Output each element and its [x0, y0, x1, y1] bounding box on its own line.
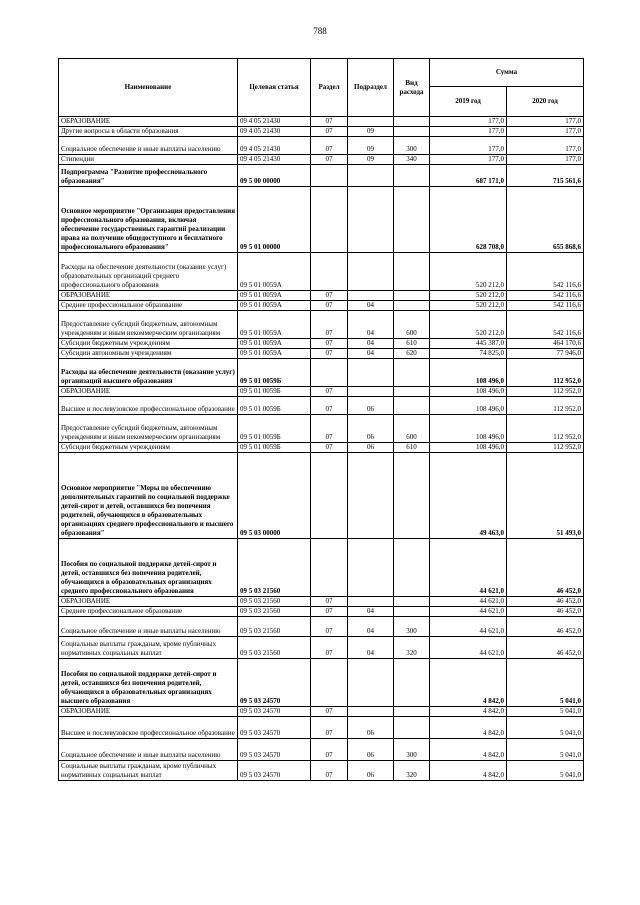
cell-2020: 5 041,0	[507, 739, 584, 761]
cell-2020: 5 041,0	[507, 707, 584, 717]
cell-2019: 108 496,0	[430, 359, 507, 387]
cell-subsection: 04	[348, 637, 394, 659]
cell-2020: 46 452,0	[507, 607, 584, 617]
cell-2020: 46 452,0	[507, 539, 584, 597]
table-row	[59, 127, 584, 137]
cell-subsection: 06	[348, 739, 394, 761]
cell-name: Другие вопросы в области образования	[59, 127, 238, 137]
cell-2020: 715 561,6	[507, 165, 584, 187]
cell-subsection	[348, 253, 394, 291]
cell-2019: 628 708,0	[430, 187, 507, 253]
table-row	[59, 707, 584, 717]
cell-name: Высшее и послевузовское профессиональное образование	[59, 397, 238, 415]
cell-name: Пособия по социальной поддержке детей-сирот и детей, оставшихся без попечения родителей, обучающихся в образовательных организациях высшего образования	[59, 659, 238, 707]
cell-name: Субсидии автономным учреждениям	[59, 349, 238, 359]
cell-name: Высшее и послевузовское профессиональное образование	[59, 717, 238, 739]
cell-target: 09 5 03 21560	[238, 607, 311, 617]
cell-target: 09 5 01 0059А	[238, 311, 311, 339]
cell-expense-type	[394, 397, 430, 415]
table-row	[59, 291, 584, 301]
cell-subsection: 04	[348, 349, 394, 359]
cell-subsection: 06	[348, 397, 394, 415]
cell-2020: 112 952,0	[507, 397, 584, 415]
cell-target: 09 5 03 24570	[238, 739, 311, 761]
cell-name: Среднее профессиональное образование	[59, 301, 238, 311]
cell-subsection	[348, 707, 394, 717]
cell-target: 09 5 01 0059Б	[238, 359, 311, 387]
cell-2019: 177,0	[430, 155, 507, 165]
cell-subsection	[348, 359, 394, 387]
cell-2020: 177,0	[507, 127, 584, 137]
cell-section: 07	[311, 291, 348, 301]
cell-2019: 44 621,0	[430, 617, 507, 637]
cell-name: Субсидии бюджетным учреждениям	[59, 443, 238, 453]
cell-name: Среднее профессиональное образование	[59, 607, 238, 617]
cell-2019: 4 842,0	[430, 659, 507, 707]
cell-2020: 5 041,0	[507, 659, 584, 707]
cell-2019: 4 842,0	[430, 761, 507, 781]
cell-section: 07	[311, 443, 348, 453]
cell-target: 09 5 00 00000	[238, 165, 311, 187]
cell-target: 09 5 03 24570	[238, 761, 311, 781]
cell-2019: 44 621,0	[430, 539, 507, 597]
cell-2019: 520 212,0	[430, 253, 507, 291]
cell-2020: 542 116,6	[507, 291, 584, 301]
cell-2020: 177,0	[507, 155, 584, 165]
cell-name: ОБРАЗОВАНИЕ	[59, 387, 238, 397]
cell-target: 09 5 01 0059Б	[238, 443, 311, 453]
cell-2020: 112 952,0	[507, 359, 584, 387]
cell-expense-type: 320	[394, 761, 430, 781]
cell-target: 09 5 03 24570	[238, 707, 311, 717]
cell-target: 09 5 01 0059Б	[238, 415, 311, 443]
cell-expense-type	[394, 607, 430, 617]
cell-expense-type: 300	[394, 617, 430, 637]
header-subsection: Подраздел	[348, 59, 394, 117]
cell-target: 09 5 01 0059Б	[238, 387, 311, 397]
cell-section: 07	[311, 301, 348, 311]
cell-expense-type: 610	[394, 339, 430, 349]
cell-2019: 4 842,0	[430, 739, 507, 761]
cell-target: 09 4 05 21430	[238, 117, 311, 127]
cell-2019: 520 212,0	[430, 311, 507, 339]
cell-section: 07	[311, 637, 348, 659]
header-2019: 2019 год	[430, 87, 507, 117]
cell-target: 09 5 01 0059А	[238, 349, 311, 359]
cell-name: ОБРАЗОВАНИЕ	[59, 117, 238, 127]
cell-expense-type: 600	[394, 311, 430, 339]
table-row	[59, 607, 584, 617]
header-section: Раздел	[311, 59, 348, 117]
cell-target: 09 5 03 21560	[238, 637, 311, 659]
cell-name: Основное мероприятие "Организация предоставления профессионального образования, включая обеспечение государственных гарантий реализации права на получение общедоступного и бесплатного профессионального образования"	[59, 187, 238, 253]
cell-expense-type	[394, 387, 430, 397]
cell-subsection: 04	[348, 339, 394, 349]
cell-subsection: 04	[348, 301, 394, 311]
cell-2019: 520 212,0	[430, 291, 507, 301]
cell-subsection: 04	[348, 617, 394, 637]
cell-section: 07	[311, 717, 348, 739]
cell-name: Предоставление субсидий бюджетным, автономным учреждениям и иным некоммерческим организациям	[59, 415, 238, 443]
cell-name: Расходы на обеспечение деятельности (оказание услуг) образовательных организаций среднего профессионального образования	[59, 253, 238, 291]
cell-target: 09 5 03 24570	[238, 717, 311, 739]
cell-subsection: 06	[348, 443, 394, 453]
cell-2019: 177,0	[430, 137, 507, 155]
cell-expense-type	[394, 659, 430, 707]
table-row	[59, 659, 584, 707]
cell-section	[311, 659, 348, 707]
table-row	[59, 761, 584, 781]
cell-section: 07	[311, 349, 348, 359]
cell-2019: 687 171,0	[430, 165, 507, 187]
cell-section: 07	[311, 617, 348, 637]
cell-subsection: 04	[348, 607, 394, 617]
cell-section	[311, 539, 348, 597]
table-row	[59, 117, 584, 127]
cell-2019: 44 621,0	[430, 637, 507, 659]
table-row	[59, 415, 584, 443]
cell-expense-type	[394, 597, 430, 607]
cell-section: 07	[311, 761, 348, 781]
cell-subsection	[348, 387, 394, 397]
cell-2019: 4 842,0	[430, 717, 507, 739]
header-target: Целевая статья	[238, 59, 311, 117]
cell-subsection	[348, 453, 394, 539]
cell-2019: 44 621,0	[430, 607, 507, 617]
cell-subsection: 09	[348, 155, 394, 165]
table-row	[59, 349, 584, 359]
table-row	[59, 155, 584, 165]
cell-target: 09 5 03 24570	[238, 659, 311, 707]
table-row	[59, 359, 584, 387]
cell-section: 07	[311, 597, 348, 607]
cell-subsection: 06	[348, 761, 394, 781]
table-row	[59, 311, 584, 339]
cell-subsection	[348, 291, 394, 301]
cell-expense-type	[394, 253, 430, 291]
cell-name: Пособия по социальной поддержке детей-сирот и детей, оставшихся без попечения родителей, обучающихся в образовательных организациях среднего профессионального образования	[59, 539, 238, 597]
cell-name: Основное мероприятие "Меры по обеспечению дополнительных гарантий по социальной поддержке детей-сирот и детей, оставшихся без попечения родителей, обучающихся в образовательных организациях среднего профессионального и высшего образования"	[59, 453, 238, 539]
cell-2020: 5 041,0	[507, 761, 584, 781]
cell-2020: 46 452,0	[507, 617, 584, 637]
cell-expense-type	[394, 291, 430, 301]
cell-target: 09 4 05 21430	[238, 137, 311, 155]
table-row	[59, 137, 584, 155]
cell-subsection	[348, 117, 394, 127]
cell-section	[311, 165, 348, 187]
header-name: Наименование	[59, 59, 238, 117]
cell-name: ОБРАЗОВАНИЕ	[59, 291, 238, 301]
cell-subsection	[348, 165, 394, 187]
cell-2019: 177,0	[430, 127, 507, 137]
cell-expense-type	[394, 301, 430, 311]
cell-section: 07	[311, 117, 348, 127]
cell-section	[311, 453, 348, 539]
cell-subsection: 09	[348, 127, 394, 137]
cell-target: 09 5 01 0059А	[238, 253, 311, 291]
cell-subsection	[348, 187, 394, 253]
cell-expense-type: 340	[394, 155, 430, 165]
cell-section: 07	[311, 607, 348, 617]
cell-name: ОБРАЗОВАНИЕ	[59, 707, 238, 717]
cell-2020: 51 493,0	[507, 453, 584, 539]
cell-target: 09 5 03 21560	[238, 617, 311, 637]
cell-2019: 445 387,0	[430, 339, 507, 349]
cell-name: Социальные выплаты гражданам, кроме публичных нормативных социальных выплат	[59, 637, 238, 659]
table-row	[59, 443, 584, 453]
table-header	[59, 59, 584, 117]
cell-subsection: 04	[348, 311, 394, 339]
cell-subsection	[348, 597, 394, 607]
budget-table	[58, 58, 584, 781]
cell-name: Расходы на обеспечение деятельности (оказание услуг) организаций высшего образования	[59, 359, 238, 387]
cell-expense-type: 300	[394, 137, 430, 155]
cell-name: Социальное обеспечение и иные выплаты населению	[59, 137, 238, 155]
table-row	[59, 387, 584, 397]
cell-expense-type	[394, 187, 430, 253]
table-row	[59, 597, 584, 607]
cell-target: 09 5 01 0059А	[238, 339, 311, 349]
cell-2019: 108 496,0	[430, 397, 507, 415]
cell-section: 07	[311, 155, 348, 165]
cell-2020: 177,0	[507, 117, 584, 127]
cell-2019: 74 825,0	[430, 349, 507, 359]
table-row	[59, 253, 584, 291]
cell-section: 07	[311, 127, 348, 137]
cell-name: Социальное обеспечение и иные выплаты населению	[59, 617, 238, 637]
cell-2019: 108 496,0	[430, 443, 507, 453]
cell-2019: 108 496,0	[430, 387, 507, 397]
cell-2019: 49 463,0	[430, 453, 507, 539]
header-expense-type: Вид расхода	[394, 59, 430, 117]
cell-expense-type: 610	[394, 443, 430, 453]
cell-subsection	[348, 659, 394, 707]
cell-expense-type: 320	[394, 637, 430, 659]
cell-2019: 108 496,0	[430, 415, 507, 443]
table-row	[59, 187, 584, 253]
cell-section: 07	[311, 137, 348, 155]
cell-name: Стипендии	[59, 155, 238, 165]
cell-target: 09 5 01 0059А	[238, 291, 311, 301]
cell-section	[311, 253, 348, 291]
cell-subsection: 06	[348, 415, 394, 443]
cell-section: 07	[311, 707, 348, 717]
table-row	[59, 397, 584, 415]
page-number: 788	[313, 26, 327, 36]
cell-2020: 177,0	[507, 137, 584, 155]
cell-expense-type: 600	[394, 415, 430, 443]
cell-2020: 464 170,6	[507, 339, 584, 349]
cell-2020: 5 041,0	[507, 717, 584, 739]
cell-2020: 112 952,0	[507, 387, 584, 397]
cell-section: 07	[311, 311, 348, 339]
cell-target: 09 4 05 21430	[238, 127, 311, 137]
cell-2019: 520 212,0	[430, 301, 507, 311]
cell-expense-type: 300	[394, 739, 430, 761]
cell-target: 09 5 03 21560	[238, 539, 311, 597]
cell-name: ОБРАЗОВАНИЕ	[59, 597, 238, 607]
cell-2020: 77 946,0	[507, 349, 584, 359]
cell-expense-type	[394, 127, 430, 137]
table-row	[59, 739, 584, 761]
table-row	[59, 339, 584, 349]
cell-expense-type	[394, 707, 430, 717]
cell-target: 09 5 01 0059А	[238, 301, 311, 311]
cell-target: 09 5 01 0059Б	[238, 397, 311, 415]
cell-name: Субсидии бюджетным учреждениям	[59, 339, 238, 349]
cell-section	[311, 187, 348, 253]
cell-expense-type	[394, 359, 430, 387]
header-2020: 2020 год	[507, 87, 584, 117]
cell-name: Предоставление субсидий бюджетным, автономным учреждениям и иным некоммерческим организациям	[59, 311, 238, 339]
cell-2020: 46 452,0	[507, 637, 584, 659]
cell-target: 09 4 05 21430	[238, 155, 311, 165]
table-row	[59, 617, 584, 637]
table-row	[59, 637, 584, 659]
cell-expense-type: 620	[394, 349, 430, 359]
cell-2020: 542 116,6	[507, 311, 584, 339]
header-sum: Сумма	[430, 59, 584, 87]
table-row	[59, 717, 584, 739]
cell-target: 09 5 03 21560	[238, 597, 311, 607]
cell-name: Социальные выплаты гражданам, кроме публичных нормативных социальных выплат	[59, 761, 238, 781]
table-row	[59, 301, 584, 311]
cell-expense-type	[394, 539, 430, 597]
cell-expense-type	[394, 117, 430, 127]
cell-expense-type	[394, 165, 430, 187]
cell-2020: 542 116,6	[507, 253, 584, 291]
cell-name: Подпрограмма "Развитие профессионального образования"	[59, 165, 238, 187]
cell-target: 09 5 03 00000	[238, 453, 311, 539]
cell-expense-type	[394, 453, 430, 539]
cell-2020: 46 452,0	[507, 597, 584, 607]
cell-section: 07	[311, 415, 348, 443]
cell-section: 07	[311, 397, 348, 415]
cell-section: 07	[311, 387, 348, 397]
cell-section: 07	[311, 739, 348, 761]
cell-section	[311, 359, 348, 387]
cell-expense-type	[394, 717, 430, 739]
cell-2019: 4 842,0	[430, 707, 507, 717]
table-row	[59, 165, 584, 187]
cell-2020: 542 116,6	[507, 301, 584, 311]
cell-2019: 44 621,0	[430, 597, 507, 607]
cell-2020: 655 868,6	[507, 187, 584, 253]
table-row	[59, 453, 584, 539]
table-row	[59, 539, 584, 597]
cell-subsection: 06	[348, 717, 394, 739]
cell-target: 09 5 01 00000	[238, 187, 311, 253]
cell-2020: 112 952,0	[507, 443, 584, 453]
table-body	[59, 117, 584, 781]
cell-2020: 112 952,0	[507, 415, 584, 443]
cell-2019: 177,0	[430, 117, 507, 127]
cell-subsection	[348, 539, 394, 597]
cell-subsection: 09	[348, 137, 394, 155]
cell-section: 07	[311, 339, 348, 349]
cell-name: Социальное обеспечение и иные выплаты населению	[59, 739, 238, 761]
